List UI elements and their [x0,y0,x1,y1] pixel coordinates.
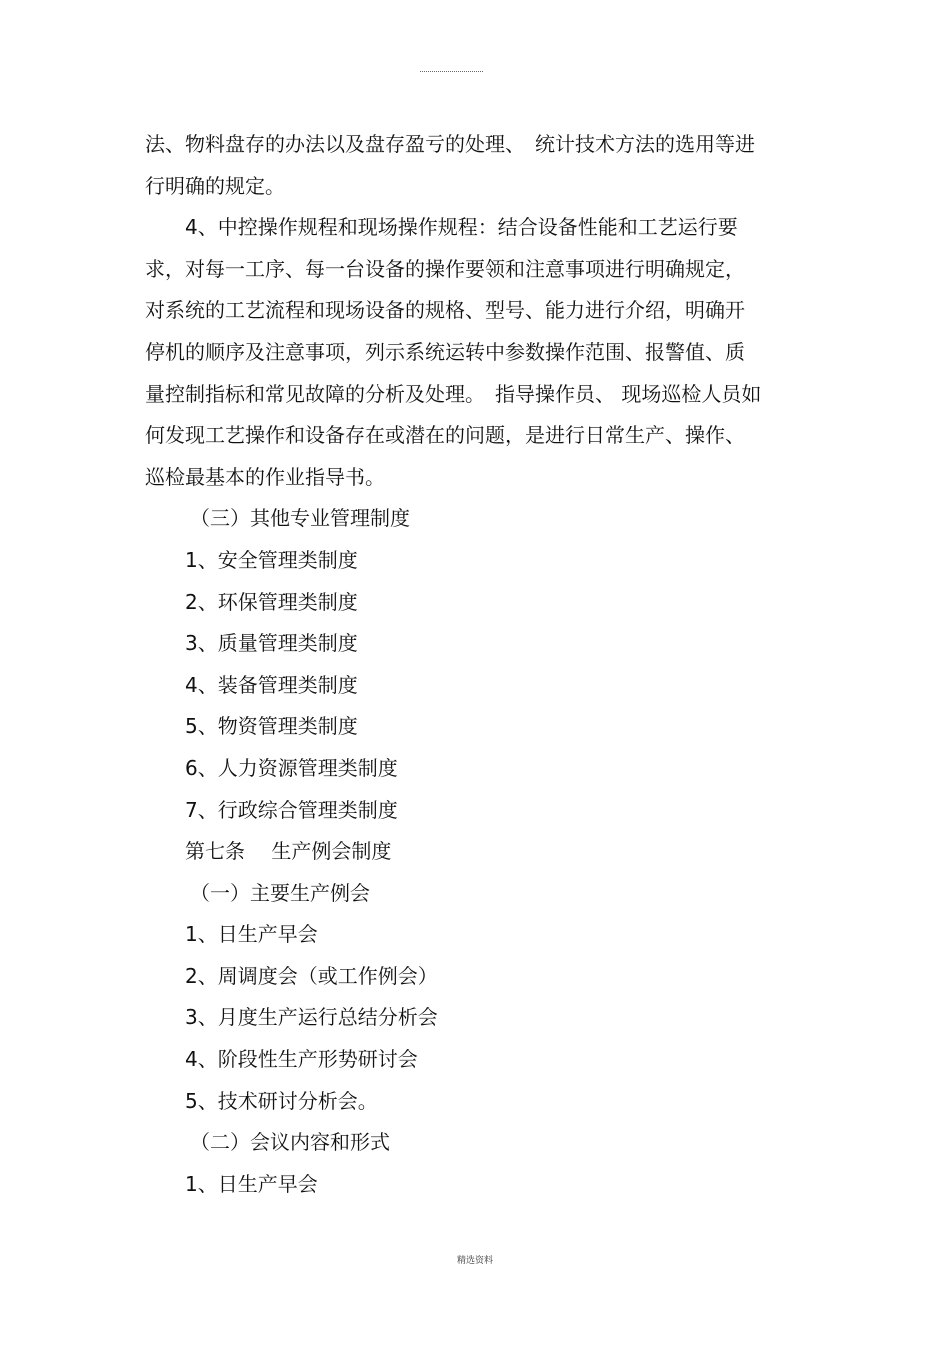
paragraph-line: 停机的顺序及注意事项，列示系统运转中参数操作范围、报警值、质 [145,339,745,364]
paragraph-line: 行明确的规定。 [145,173,285,198]
section-heading: （三）其他专业管理制度 [190,506,410,531]
list-item: 1、日生产早会 [185,922,318,947]
paragraph-line: 何发现工艺操作和设备存在或潜在的问题，是进行日常生产、操作、 [145,423,745,448]
section-heading: （二）会议内容和形式 [190,1130,390,1155]
paragraph-line: 对系统的工艺流程和现场设备的规格、型号、能力进行介绍，明确开 [145,298,745,323]
paragraph-line: 法、物料盘存的办法以及盘存盈亏的处理、 统计技术方法的选用等进 [145,132,755,156]
header-rule [420,71,483,72]
paragraph-line: 求，对每一工序、每一台设备的操作要领和注意事项进行明确规定， [145,256,745,281]
list-item: 2、周调度会（或工作例会） [185,963,438,988]
list-item: 2、环保管理类制度 [185,589,358,614]
list-item: 3、月度生产运行总结分析会 [185,1005,438,1030]
list-item: 5、技术研讨分析会。 [185,1088,378,1113]
list-item: 4、装备管理类制度 [185,672,358,697]
list-item: 5、物资管理类制度 [185,714,358,739]
list-item: 1、安全管理类制度 [185,547,358,572]
list-item: 4、阶段性生产形势研讨会 [185,1047,418,1072]
paragraph-line: 4、中控操作规程和现场操作规程：结合设备性能和工艺运行要 [185,215,738,240]
footer-label: 精选资料 [456,1256,493,1266]
list-item: 1、日生产早会 [185,1171,318,1196]
list-item: 6、人力资源管理类制度 [185,755,398,780]
document-body [145,124,825,1205]
paragraph-line: 量控制指标和常见故障的分析及处理。 指导操作员、 现场巡检人员如 [145,381,762,406]
list-item: 7、行政综合管理类制度 [185,797,398,822]
article-heading: 第七条 生产例会制度 [185,839,392,864]
section-heading: （一）主要生产例会 [190,880,370,905]
paragraph-line: 巡检最基本的作业指导书。 [145,464,385,489]
list-item: 3、质量管理类制度 [185,631,358,656]
